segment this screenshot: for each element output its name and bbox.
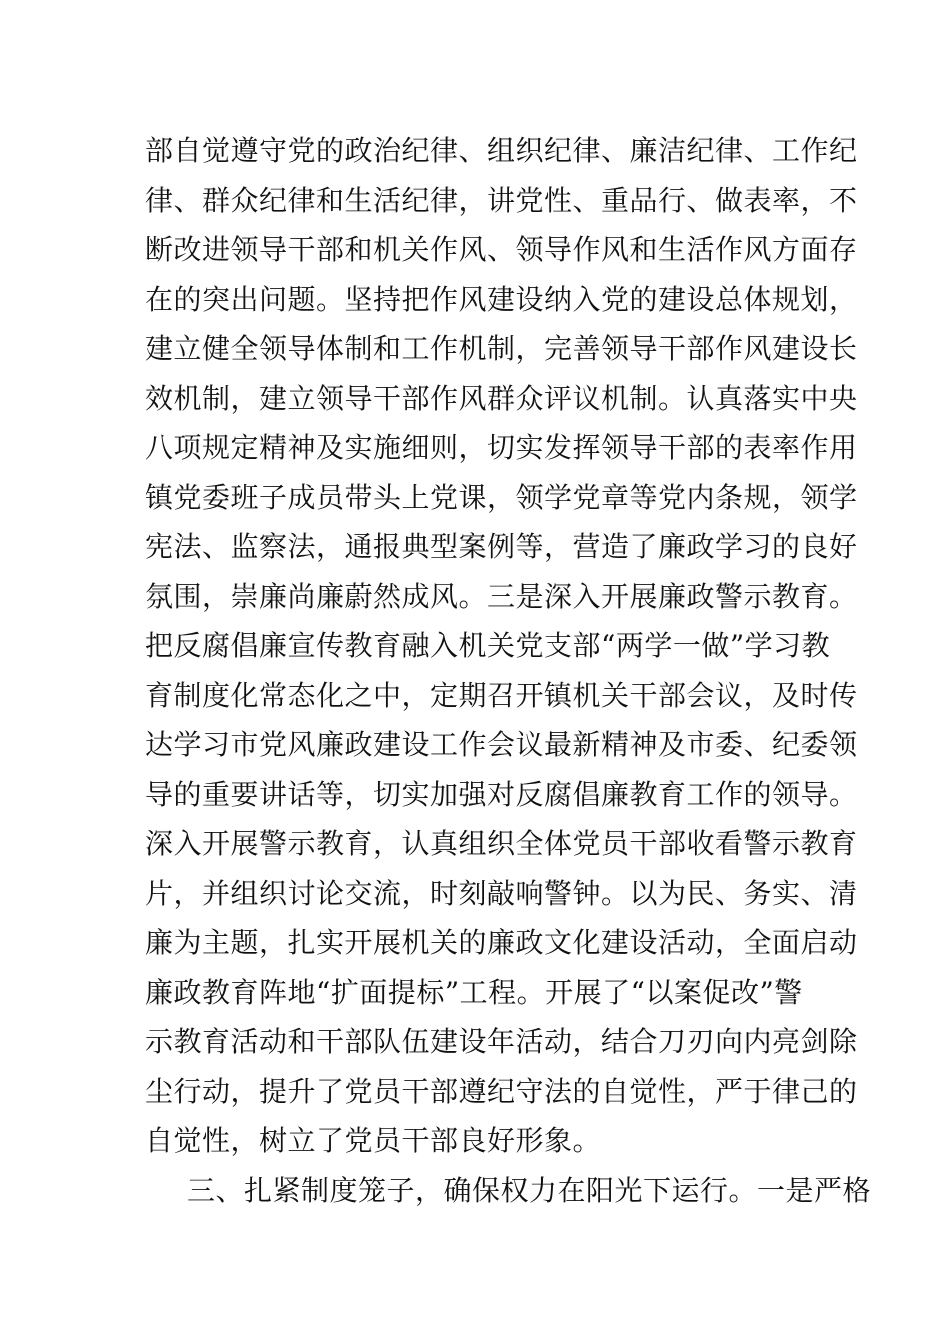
text-line: 片，并组织讨论交流，时刻敲响警钟。以为民、务实、清 (145, 876, 858, 910)
text-line: 氛围，崇廉尚廉蔚然成风。三是深入开展廉政警示教育。 (145, 579, 858, 613)
text-line: 在的突出问题。坚持把作风建设纳入党的建设总体规划， (145, 282, 858, 316)
text-line: 部自觉遵守党的政治纪律、组织纪律、廉洁纪律、工作纪 (145, 134, 858, 167)
text-line: 达学习市党风廉政建设工作会议最新精神及市委、纪委领 (145, 728, 858, 761)
text-line: 尘行动，提升了党员干部遵纪守法的自觉性，严于律己的 (145, 1074, 858, 1108)
section-heading-line: 三、扎紧制度笼子，确保权力在阳光下运行。一是严格 (187, 1173, 872, 1207)
text-line: 断改进领导干部和机关作风、领导作风和生活作风方面存 (145, 233, 858, 266)
text-line: 镇党委班子成员带头上党课，领学党章等党内条规，领学 (145, 480, 858, 514)
body-text (145, 126, 872, 1215)
text-line: 自觉性，树立了党员干部良好形象。 (145, 1124, 602, 1157)
text-line: 示教育活动和干部队伍建设年活动，结合刀刃向内亮剑除 (145, 1025, 858, 1058)
text-line: 廉政教育阵地“扩面提标”工程。开展了“以案促改”警 (145, 975, 803, 1009)
text-line: 导的重要讲话等，切实加强对反腐倡廉教育工作的领导。 (145, 777, 858, 811)
text-line: 宪法、监察法，通报典型案例等，营造了廉政学习的良好 (145, 530, 858, 563)
text-line: 深入开展警示教育，认真组织全体党员干部收看警示教育 (145, 827, 858, 860)
text-line: 廉为主题，扎实开展机关的廉政文化建设活动，全面启动 (145, 926, 858, 959)
text-line: 效机制，建立领导干部作风群众评议机制。认真落实中央 (145, 381, 858, 415)
text-line: 律、群众纪律和生活纪律，讲党性、重品行、做表率，不 (145, 183, 858, 217)
text-line: 把反腐倡廉宣传教育融入机关党支部“两学一做”学习教 (145, 629, 831, 662)
text-line: 建立健全领导体制和工作机制，完善领导干部作风建设长 (145, 332, 858, 365)
text-line: 育制度化常态化之中，定期召开镇机关干部会议，及时传 (145, 678, 858, 712)
text-line: 八项规定精神及实施细则，切实发挥领导干部的表率作用 (145, 431, 858, 464)
